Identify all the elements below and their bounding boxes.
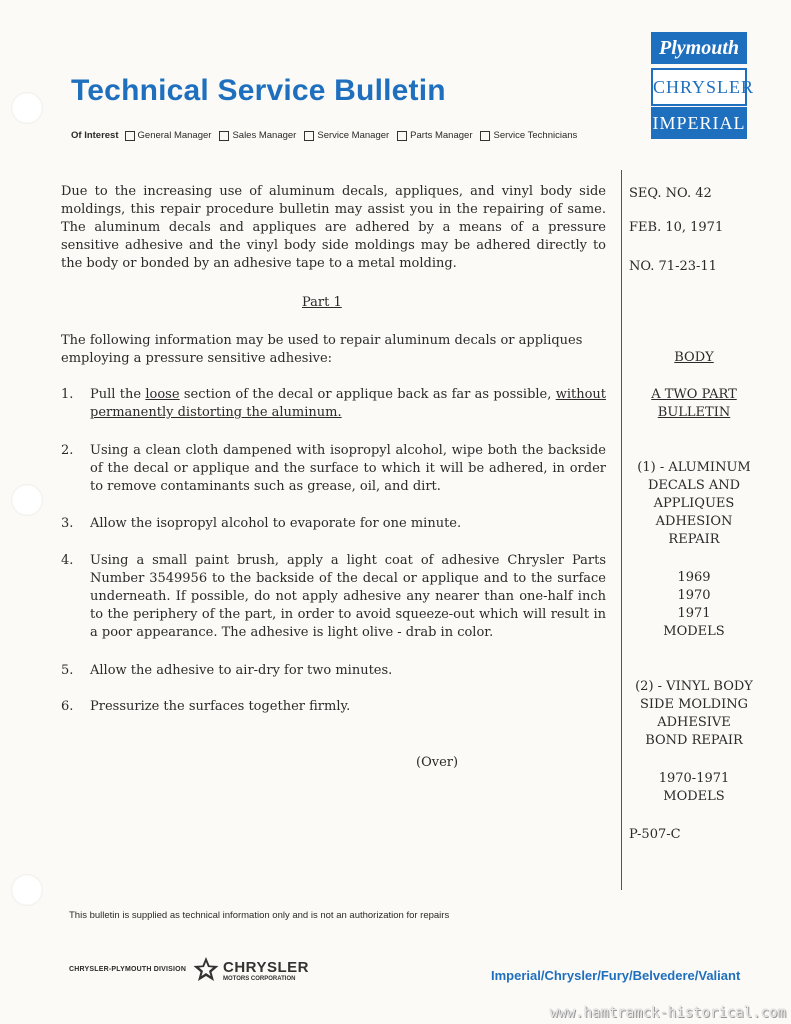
binder-hole-bottom — [11, 874, 43, 906]
group-heading: BODY — [674, 350, 714, 365]
step-number: 3. — [61, 516, 74, 531]
division-name: CHRYSLER-PLYMOUTH DIVISION — [69, 966, 187, 973]
over-note: (Over) — [416, 755, 459, 770]
step-number: 2. — [61, 443, 74, 458]
part2-model-years: 1970-1971 MODELS — [658, 771, 730, 804]
checkbox-icon — [304, 131, 314, 141]
lead-paragraph: The following information may be used to repair aluminum decals or appliques employing a pressure sensitive adhesive: — [61, 333, 583, 366]
brand-imperial: IMPERIAL — [651, 107, 747, 139]
bulletin-number: NO. 71-23-11 — [629, 259, 717, 274]
part2-topic: (2) - VINYL BODY SIDE MOLDING ADHESIVE BOND REPAIR — [635, 679, 753, 748]
corporation-logo — [223, 961, 309, 983]
part-heading: Part 1 — [302, 295, 342, 310]
bulletin-date: FEB. 10, 1971 — [629, 220, 724, 235]
intro-paragraph: Due to the increasing use of aluminum decals, appliques, and vinyl body side moldings, this repair procedure bulletin may assist you in the repairing of same. The aluminum decals and appliques are adhered by a means of a pressure sensitive adhesive and the vinyl body side moldings may be adhered directly to the body or bonded by an adhesive tape to a metal molding. — [61, 184, 606, 271]
disclaimer: This bulletin is supplied as technical information only and is not an authorization for repairs — [69, 910, 450, 921]
step-number: 6. — [61, 699, 74, 714]
brand-plymouth: Plymouth — [651, 32, 747, 64]
brand-chrysler: CHRYSLER — [651, 68, 747, 106]
models-list: Imperial/Chrysler/Fury/Belvedere/Valiant — [491, 968, 741, 983]
corporation-name: CHRYSLER — [223, 959, 309, 976]
step-number: 1. — [61, 387, 74, 402]
step-number: 4. — [61, 553, 74, 568]
part1-model-years: 1969 1970 1971 MODELS — [663, 570, 725, 639]
binder-hole-middle — [11, 484, 43, 516]
form-number: P-507-C — [629, 827, 681, 842]
step-6 — [61, 698, 606, 716]
step-text: Allow the isopropyl alcohol to evaporate for one minute. — [90, 516, 462, 531]
column-divider — [621, 170, 622, 890]
binder-hole-top — [11, 92, 43, 124]
step-3 — [61, 515, 606, 533]
interest-option-parts-manager: Parts Manager — [397, 130, 472, 141]
pentastar-logo-icon — [193, 956, 219, 982]
step-4 — [61, 552, 606, 642]
checkbox-icon — [125, 131, 135, 141]
step-text: Pressurize the surfaces together firmly. — [90, 699, 351, 714]
interest-option-general-manager: General Manager — [125, 130, 212, 141]
interest-option-sales-manager: Sales Manager — [219, 130, 296, 141]
page-title: Technical Service Bulletin — [71, 74, 446, 107]
step-5 — [61, 662, 606, 680]
step-number: 5. — [61, 663, 74, 678]
checkbox-icon — [397, 131, 407, 141]
interest-option-service-technicians: Service Technicians — [480, 130, 577, 141]
interest-row — [71, 130, 585, 141]
website-watermark: www.hamtramck-historical.com — [550, 1005, 787, 1021]
corporation-sub: MOTORS CORPORATION — [223, 976, 296, 982]
step-2 — [61, 442, 606, 496]
part1-topic: (1) - ALUMINUM DECALS AND APPLIQUES ADHESION REPAIR — [637, 460, 751, 547]
checkbox-icon — [219, 131, 229, 141]
step-text: Allow the adhesive to air-dry for two minutes. — [90, 663, 393, 678]
checkbox-icon — [480, 131, 490, 141]
interest-option-service-manager: Service Manager — [304, 130, 389, 141]
step-text: Pull the loose section of the decal or applique back as far as possible, without permanently distorting the aluminum. — [90, 387, 607, 420]
two-part-note: A TWO PART BULLETIN — [651, 387, 737, 420]
step-1 — [61, 386, 606, 422]
step-text: Using a small paint brush, apply a light coat of adhesive Chrysler Parts Number 3549956 to the backside of the decal or applique and to the surface underneath. If possible, do not apply adhesive any nearer than one-half inch to the periphery of the part, in order to avoid squeeze-out which will result in a poor appearance. The adhesive is light olive - drab in color. — [90, 553, 606, 640]
interest-label: Of Interest — [71, 130, 119, 141]
sequence-number: SEQ. NO. 42 — [629, 186, 712, 201]
step-text: Using a clean cloth dampened with isopropyl alcohol, wipe both the backside of the decal or applique and the surface to which it will be adhered, in order to remove contaminants such as grease, oil, and dirt. — [90, 443, 606, 494]
